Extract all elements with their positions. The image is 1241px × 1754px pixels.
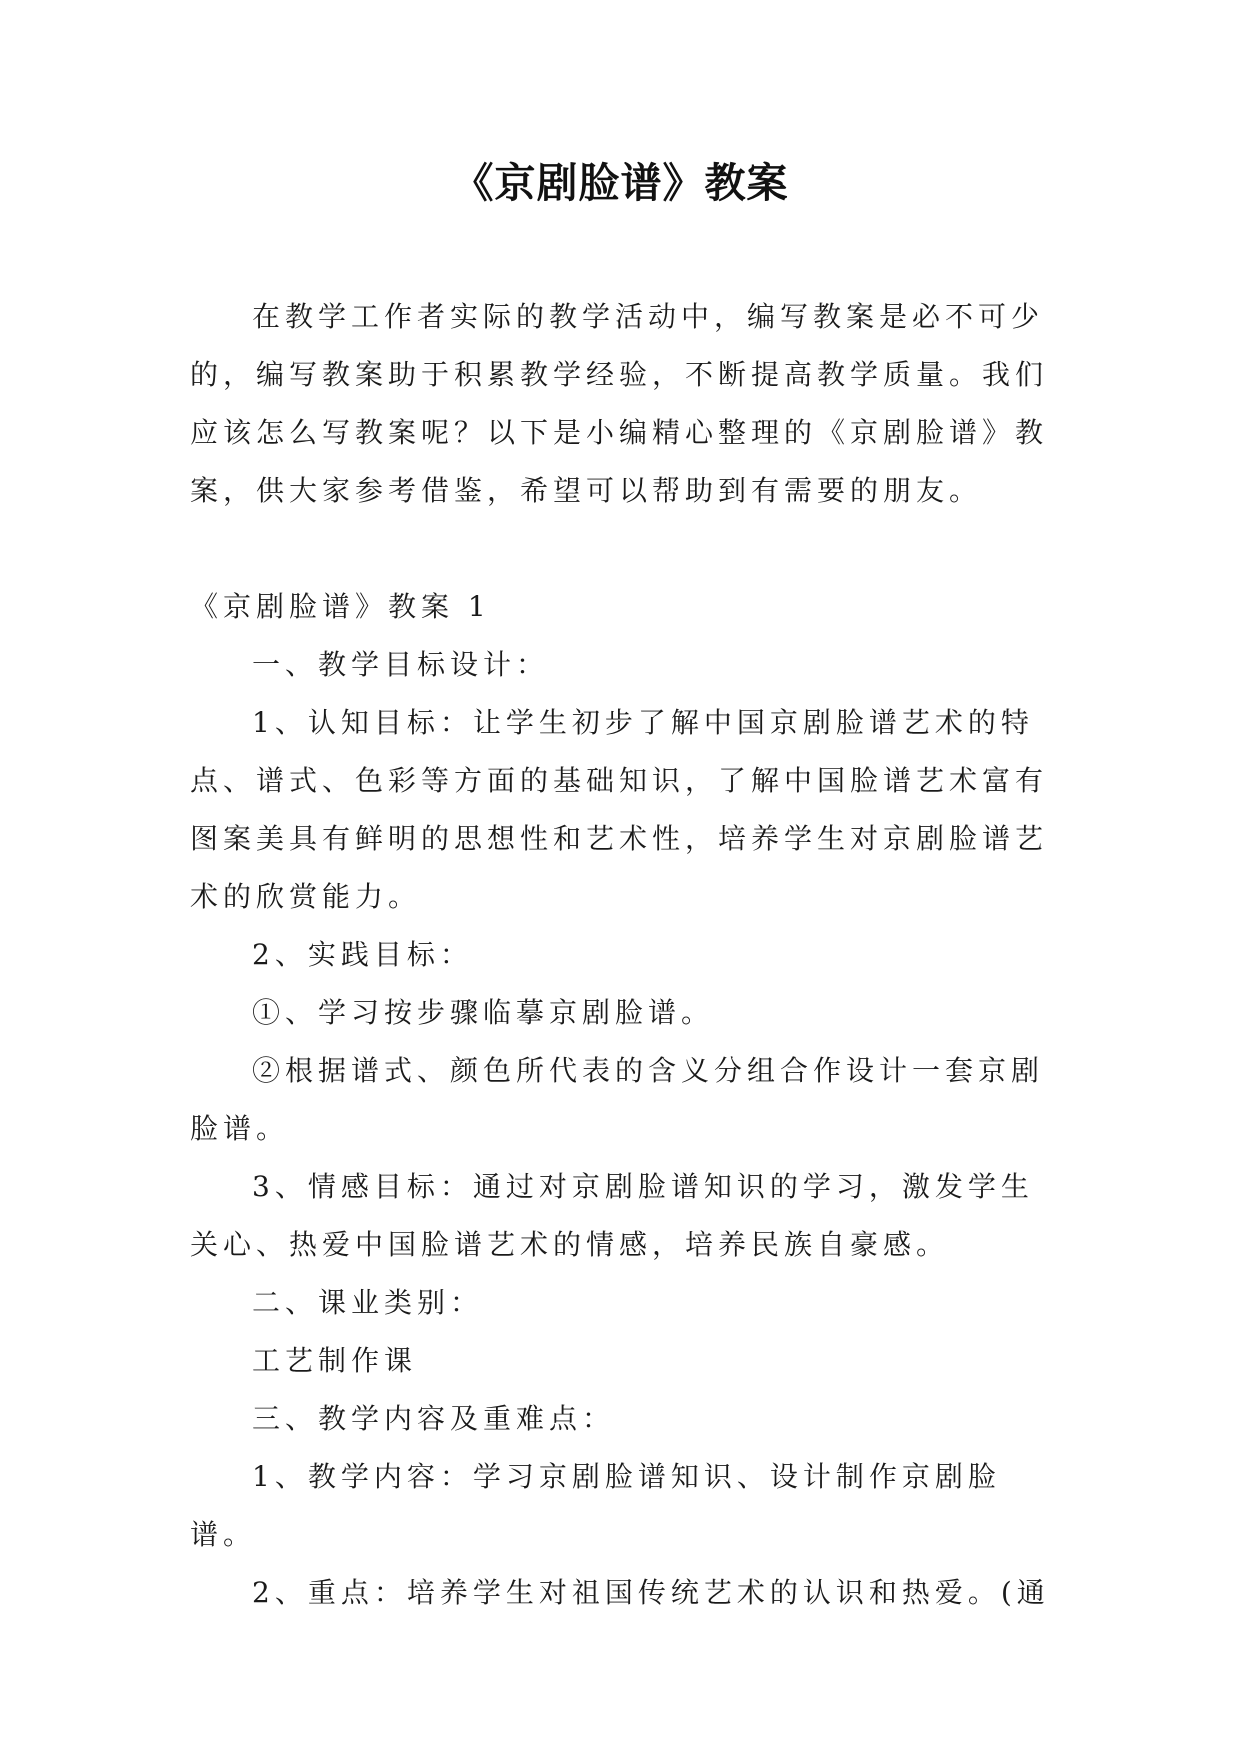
section-heading: 《京剧脸谱》教案 1 <box>190 590 491 623</box>
body-paragraph: ②根据谱式、颜色所代表的含义分组合作设计一套京剧脸谱。 <box>190 1054 1045 1145</box>
body-paragraph: 3、情感目标：通过对京剧脸谱知识的学习，激发学生关心、热爱中国脸谱艺术的情感，培养民族自豪感。 <box>190 1170 1034 1261</box>
outline-heading: 三、教学内容及重难点： <box>252 1402 616 1435</box>
document-title: 《京剧脸谱》教案 <box>452 159 789 207</box>
body-paragraph: 1、认知目标：让学生初步了解中国京剧脸谱艺术的特点、谱式、色彩等方面的基础知识，了解中国脸谱艺术富有图案美具有鲜明的思想性和艺术性，培养学生对京剧脸谱艺术的欣赏能力。 <box>190 706 1049 913</box>
body-paragraph: 1、教学内容：学习京剧脸谱知识、设计制作京剧脸谱。 <box>190 1460 1001 1551</box>
outline-heading: 二、课业类别： <box>252 1286 484 1319</box>
body-paragraph: ①、学习按步骤临摹京剧脸谱。 <box>252 996 715 1029</box>
intro-paragraph: 在教学工作者实际的教学活动中，编写教案是必不可少的，编写教案助于积累教学经验，不断提高教学质量。我们应该怎么写教案呢？以下是小编精心整理的《京剧脸谱》教案，供大家参考借鉴，希望可以帮助到有需要的朋友。 <box>190 300 1049 507</box>
body-paragraph: 工艺制作课 <box>252 1344 418 1377</box>
body-paragraph: 2、重点：培养学生对祖国传统艺术的认识和热爱。(通 <box>252 1576 1050 1609</box>
outline-heading: 一、教学目标设计： <box>252 648 550 681</box>
body-paragraph: 2、实践目标： <box>252 938 473 971</box>
document-body <box>190 288 1052 1622</box>
